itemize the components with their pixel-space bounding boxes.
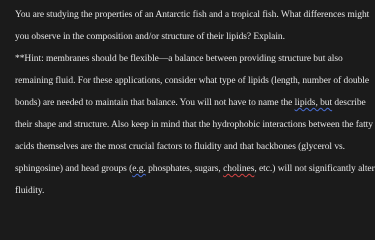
hint-text: bonds) are needed to maintain that balance. You will not have to name the bbox=[15, 98, 295, 108]
grammar-flag[interactable]: e.g. bbox=[132, 164, 146, 174]
hint-line-6 bbox=[15, 163, 375, 175]
grammar-flag[interactable]: lipids, but bbox=[294, 98, 333, 108]
hint-text: sphingosine) and head groups ( bbox=[15, 164, 133, 174]
hint-line-4: their shape and structure. Also keep in mind that the hydrophobic interactions between the fatty bbox=[15, 120, 373, 130]
hint-line-3 bbox=[15, 97, 366, 109]
hint-text: phosphates, sugars, bbox=[145, 164, 224, 174]
spelling-flag[interactable]: cholines bbox=[223, 164, 255, 174]
hint-line-5: acids themselves are the most crucial factors to fluidity and that backbones (glycerol vs. bbox=[15, 142, 346, 152]
question-line-1: You are studying the properties of an Antarctic fish and a tropical fish. What differences might bbox=[15, 10, 370, 20]
hint-text: describe bbox=[332, 98, 366, 108]
question-line-2: you observe in the composition and/or structure of their lipids? Explain. bbox=[15, 32, 285, 42]
hint-text: , etc.) will not significantly alter bbox=[254, 164, 375, 174]
hint-line-1: **Hint: membranes should be flexible—a balance between providing structure but also bbox=[15, 54, 343, 64]
hint-line-2: remaining fluid. For these applications, consider what type of lipids (length, number of double bbox=[15, 76, 370, 86]
hint-line-7: fluidity. bbox=[15, 186, 45, 196]
